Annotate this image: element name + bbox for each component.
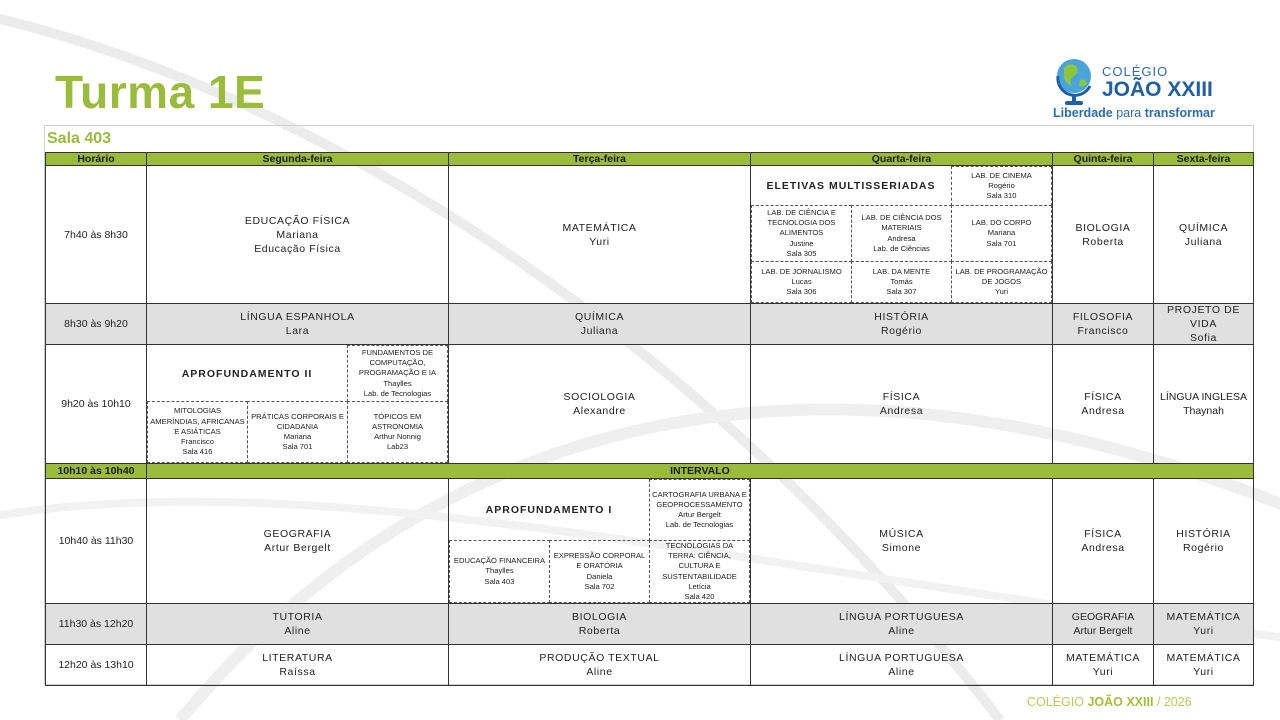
logo-tagline: Liberdade para transformar <box>1053 106 1215 120</box>
class-monday-7: LITERATURA Raíssa <box>146 644 449 686</box>
interval-banner: INTERVALO <box>146 463 1254 479</box>
school-logo <box>1050 46 1230 124</box>
track-cartography: CARTOGRAFIA URBANA E GEOPROCESSAMENTO Artur Bergelt Lab. de Tecnologias <box>649 479 750 541</box>
class-wednesday-3: FÍSICA Andresa <box>750 344 1053 464</box>
class-thursday-6: GEOGRAFIA Artur Bergelt <box>1052 603 1154 645</box>
footer-credit: COLÉGIO JOÃO XXIII / 2026 <box>1027 695 1192 709</box>
class-friday-6: MATEMÁTICA Yuri <box>1153 603 1254 645</box>
col-header-monday: Segunda-feira <box>146 152 449 166</box>
col-header-thursday: Quinta-feira <box>1052 152 1154 166</box>
class-tuesday-1: MATEMÁTICA Yuri <box>448 165 751 304</box>
class-tuesday-6: BIOLOGIA Roberta <box>448 603 751 645</box>
elective-mind: LAB. DA MENTE Tomás Sala 307 <box>851 261 952 303</box>
globe-icon <box>1052 50 1098 108</box>
class-tuesday-2: QUÍMICA Juliana <box>448 303 751 345</box>
elective-game-programming: LAB. DE PROGRAMAÇÃO DE JOGOS Yuri <box>951 261 1052 303</box>
electives-title: ELETIVAS MULTISSERIADAS <box>766 180 936 192</box>
elective-materials: LAB. DE CIÊNCIA DOS MATERIAIS Andresa Lab. de Ciências <box>851 205 952 262</box>
class-wednesday-2: HISTÓRIA Rogério <box>750 303 1053 345</box>
deepening-ii-title: APROFUNDAMENTO II <box>181 367 313 380</box>
time-slot-2: 8h30 às 9h20 <box>45 303 147 345</box>
room-label: Sala 403 <box>47 130 112 147</box>
class-friday-1: QUÍMICA Juliana <box>1153 165 1254 304</box>
class-monday-2: LÍNGUA ESPANHOLA Lara <box>146 303 449 345</box>
track-astronomy: TÓPICOS EM ASTRONOMIA Arthur Nonnig Lab23 <box>347 401 448 463</box>
class-friday-7: MATEMÁTICA Yuri <box>1153 644 1254 686</box>
class-monday-5: GEOGRAFIA Artur Bergelt <box>146 478 449 604</box>
page-title: Turma 1E <box>55 66 266 118</box>
col-header-friday: Sexta-feira <box>1153 152 1254 166</box>
col-header-wednesday: Quarta-feira <box>750 152 1053 166</box>
class-thursday-5: FÍSICA Andresa <box>1052 478 1154 604</box>
class-wednesday-7: LÍNGUA PORTUGUESA Aline <box>750 644 1053 686</box>
class-thursday-7: MATEMÁTICA Yuri <box>1052 644 1154 686</box>
class-wednesday-5: MÚSICA Simone <box>750 478 1053 604</box>
class-wednesday-6: LÍNGUA PORTUGUESA Aline <box>750 603 1053 645</box>
track-mythologies: MITOLOGIAS AMERÍNDIAS, AFRICANAS E ASIÁTICAS Francisco Sala 416 <box>147 401 248 463</box>
track-body-practices: PRÁTICAS CORPORAIS E CIDADANIA Mariana Sala 701 <box>247 401 348 463</box>
time-slot-1: 7h40 às 8h30 <box>45 165 147 304</box>
class-tuesday-3: SOCIOLOGIA Alexandre <box>448 344 751 464</box>
class-friday-3: LÍNGUA INGLESA Thaynah <box>1153 344 1254 464</box>
col-header-time: Horário <box>45 152 147 166</box>
class-monday-6: TUTORIA Aline <box>146 603 449 645</box>
track-oratory: EXPRESSÃO CORPORAL E ORATÓRIA Daniela Sala 702 <box>549 540 650 603</box>
track-earth-technologies: TECNOLOGIAS DA TERRA: CIÊNCIA, CULTURA E SUSTENTABILIDADE Letícia Sala 420 <box>649 540 750 603</box>
elective-body: LAB. DO CORPO Mariana Sala 701 <box>951 205 1052 262</box>
elective-food-science: LAB. DE CIÊNCIA E TECNOLOGIA DOS ALIMENTOS Justine Sala 305 <box>751 205 852 262</box>
deepening-i-title: APROFUNDAMENTO I <box>485 504 613 516</box>
time-slot-3: 9h20 às 10h10 <box>45 344 147 464</box>
class-friday-2: PROJETO DE VIDA Sofia <box>1153 303 1254 345</box>
class-thursday-1: BIOLOGIA Roberta <box>1052 165 1154 304</box>
track-computing: FUNDAMENTOS DE COMPUTAÇÃO, PROGRAMAÇÃO E IA Thaylles Lab. de Tecnologias <box>347 345 448 402</box>
elective-journalism: LAB. DE JORNALISMO Lucas Sala 306 <box>751 261 852 303</box>
class-tuesday-7: PRODUÇÃO TEXTUAL Aline <box>448 644 751 686</box>
class-friday-5: HISTÓRIA Rogério <box>1153 478 1254 604</box>
class-thursday-3: FÍSICA Andresa <box>1052 344 1154 464</box>
logo-line2: JOÃO XXIII <box>1102 78 1213 101</box>
time-slot-interval: 10h10 às 10h40 <box>45 463 147 479</box>
time-slot-6: 11h30 às 12h20 <box>45 603 147 645</box>
class-thursday-2: FILOSOFIA Francisco <box>1052 303 1154 345</box>
elective-cinema: LAB. DE CINEMA Rogério Sala 310 <box>951 166 1052 206</box>
time-slot-5: 10h40 às 11h30 <box>45 478 147 604</box>
track-financial-education: EDUCAÇÃO FINANCEIRA Thaylles Sala 403 <box>449 540 550 603</box>
time-slot-7: 12h20 às 13h10 <box>45 644 147 686</box>
class-monday-1: EDUCAÇÃO FÍSICA Mariana Educação Física <box>146 165 449 304</box>
col-header-tuesday: Terça-feira <box>448 152 751 166</box>
logo-line1: COLÉGIO <box>1102 64 1169 79</box>
